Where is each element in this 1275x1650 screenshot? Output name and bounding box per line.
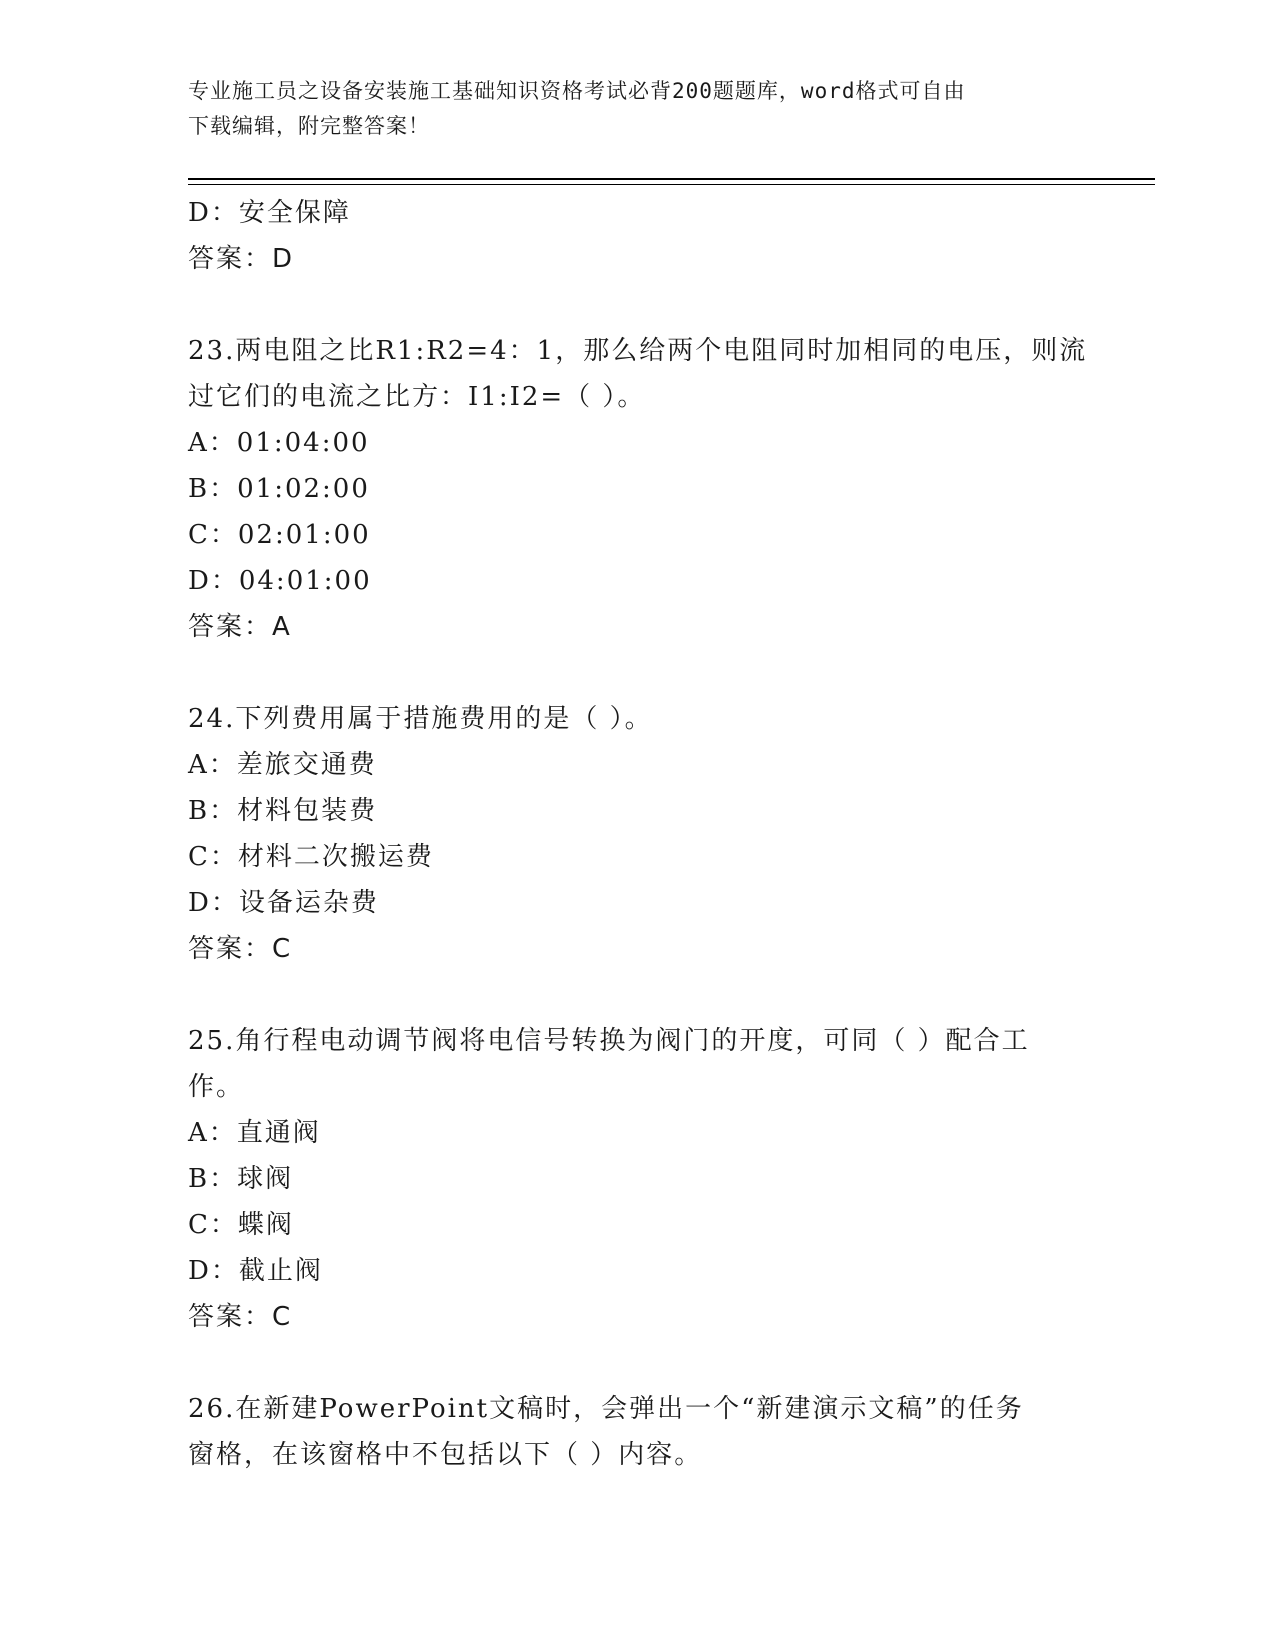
spacer — [188, 1340, 1088, 1386]
answer-line: 答案：A — [188, 612, 292, 642]
header-divider-thin — [188, 184, 1155, 185]
option-b: B：01:02:00 — [188, 474, 370, 504]
option-c: C：蝶阀 — [188, 1210, 294, 1240]
option-a: A：01:04:00 — [188, 428, 370, 458]
option-a: A：直通阀 — [188, 1118, 321, 1148]
spacer — [188, 282, 1088, 328]
question-text: 23.两电阻之比R1:R2=4：1，那么给两个电阻同时加相同的电压，则流 — [188, 336, 1088, 366]
answer-line: 答案：C — [188, 1302, 293, 1332]
option-c: C：材料二次搬运费 — [188, 842, 434, 872]
question-text: 24.下列费用属于措施费用的是（ ）。 — [188, 704, 653, 734]
spacer — [188, 650, 1088, 696]
header-divider — [188, 178, 1155, 180]
question-26 — [188, 1386, 1088, 1478]
option-b: B：材料包装费 — [188, 796, 378, 826]
option-a: A：差旅交通费 — [188, 750, 377, 780]
question-24 — [188, 696, 1088, 972]
question-text-cont: 作。 — [188, 1072, 245, 1102]
question-25 — [188, 1018, 1088, 1340]
question-text: 26.在新建PowerPoint文稿时，会弹出一个“新建演示文稿”的任务 — [188, 1394, 1024, 1424]
question-23 — [188, 328, 1088, 650]
header-line-1: 专业施工员之设备安装施工基础知识资格考试必背200题题库，word格式可自由 — [188, 79, 966, 103]
document-body — [188, 190, 1088, 1478]
answer-line: 答案：D — [188, 244, 295, 274]
question-text: 25.角行程电动调节阀将电信号转换为阀门的开度，可同（ ）配合工 — [188, 1026, 1030, 1056]
option-c: C：02:01:00 — [188, 520, 371, 550]
header-line-2: 下载编辑，附完整答案！ — [188, 114, 430, 138]
question-text-cont: 窗格，在该窗格中不包括以下（ ）内容。 — [188, 1440, 703, 1470]
spacer — [188, 972, 1088, 1018]
option-d: D：安全保障 — [188, 198, 351, 228]
option-d: D：04:01:00 — [188, 566, 372, 596]
question-text-cont: 过它们的电流之比方：I1:I2=（ ）。 — [188, 382, 646, 412]
option-d: D：截止阀 — [188, 1256, 323, 1286]
option-d: D：设备运杂费 — [188, 888, 379, 918]
option-b: B：球阀 — [188, 1164, 294, 1194]
answer-line: 答案：C — [188, 934, 293, 964]
document-header — [188, 74, 1088, 144]
